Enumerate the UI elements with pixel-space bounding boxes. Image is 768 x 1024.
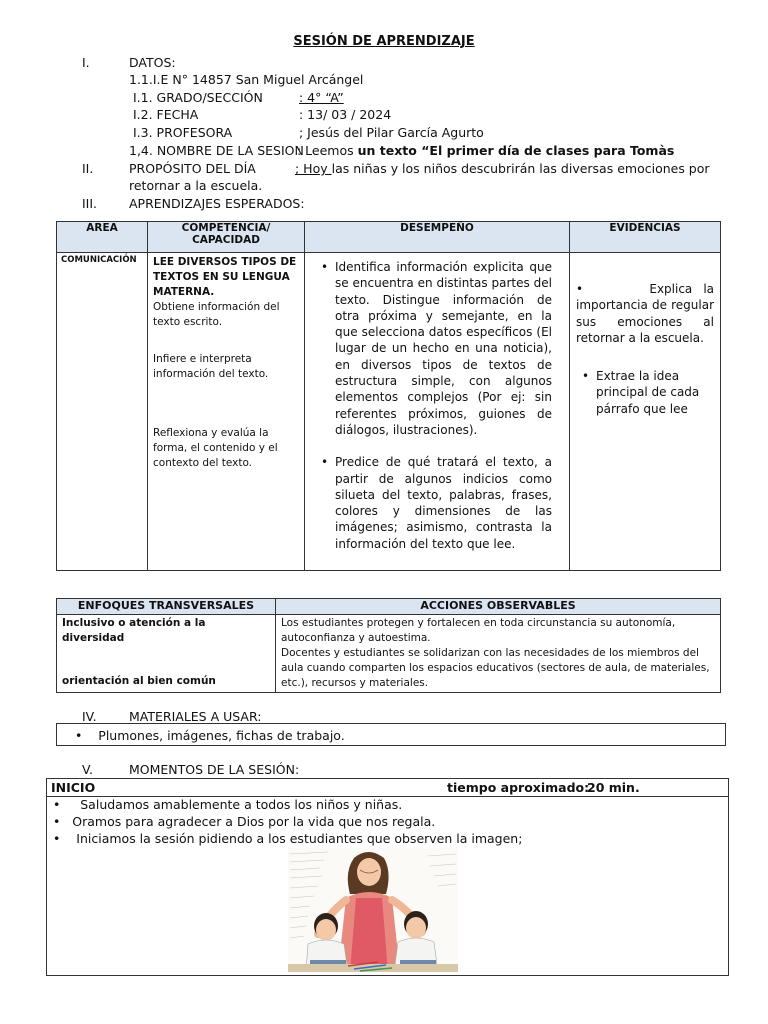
teacher-label: I.3. PROFESORA — [133, 125, 233, 140]
header-acciones: ACCIONES OBSERVABLES — [276, 599, 721, 615]
header-enfoques: ENFOQUES TRANSVERSALES — [57, 599, 276, 615]
enfoques-cell — [57, 615, 276, 693]
purpose-text-2: retornar a la escuela. — [129, 178, 263, 193]
area-cell: COMUNICACIÓN — [57, 253, 148, 571]
header-competencia: COMPETENCIA/ CAPACIDAD — [148, 222, 305, 253]
purpose-text-1: las niñas y los niños descubrirán las diversas emociones por — [331, 161, 710, 176]
inicio-header — [47, 779, 728, 797]
list-item: • Saludamos amablemente a todos los niños y niñas. — [53, 797, 403, 812]
evidencias-cell — [570, 253, 721, 571]
section-number: II. — [82, 161, 94, 176]
session-name-prefix: : Leemos — [297, 143, 358, 158]
purpose-text — [295, 161, 710, 176]
evidencia-list — [576, 368, 714, 417]
expected-learning-label: APRENDIZAJES ESPERADOS: — [129, 196, 305, 211]
page-title: SESIÓN DE APRENDIZAJE — [293, 34, 475, 49]
teacher-value: ; Jesús del Pilar García Agurto — [299, 125, 484, 140]
grade-value: : 4° “A” — [299, 90, 344, 105]
materials-item: • Plumones, imágenes, fichas de trabajo. — [75, 728, 345, 743]
section-number: III. — [82, 196, 98, 211]
desempeno-list — [335, 259, 552, 552]
tiempo-label: tiempo aproximado: — [447, 780, 590, 795]
purpose-lead: ; Hoy — [295, 161, 332, 176]
accion-item: Docentes y estudiantes se solidarizan con las necesidades de los miembros del aula cuando comparten los espacios educativos (sectores de aula, de materiales, etc.), recursos y materiales. — [281, 647, 710, 689]
evidencia-item: • Explica la importancia de regular sus emociones al retornar a la escuela. — [576, 282, 715, 345]
materials-text: Plumones, imágenes, fichas de trabajo. — [98, 728, 345, 743]
teacher-children-illustration — [288, 848, 458, 972]
inicio-label: INICIO — [51, 780, 96, 795]
date-label: I.2. FECHA — [133, 107, 199, 122]
materials-box — [56, 723, 726, 746]
enfoque-item: orientación al bien común — [62, 675, 216, 687]
list-item: • Iniciamos la sesión pidiendo a los estudiantes que observen la imagen; — [53, 831, 523, 846]
competencia-cell — [148, 253, 305, 571]
session-name-value — [297, 143, 674, 158]
acciones-cell — [276, 615, 721, 693]
desempeno-cell — [305, 253, 570, 571]
enfoques-table — [56, 598, 721, 693]
section-label: DATOS: — [129, 55, 176, 70]
header-area: AREA — [57, 222, 148, 253]
moments-label: MOMENTOS DE LA SESIÓN: — [129, 762, 300, 777]
list-item: • Identifica información explicita que se encuentra en distintas partes del texto. Distingue información de otra próxima y semejante, en la que selecciona datos específicos (El lugar de un hecho en una noticia), en diversos tipos de textos de estructura simple, con algunos elementos complejos (Por ej: sin referentes próximos, guiones de diálogos, ilustraciones). — [335, 259, 552, 438]
learning-table — [56, 221, 721, 571]
evidencia-text: Explica la importancia de regular sus emociones al retornar a la escuela. — [576, 282, 715, 345]
school-line: 1.1.I.E N° 14857 San Miguel Arcángel — [129, 72, 364, 87]
list-item: • Oramos para agradecer a Dios por la vida que nos regala. — [53, 814, 436, 829]
enfoque-item: Inclusivo o atención a la diversidad — [62, 617, 206, 644]
tiempo-value: 20 min. — [587, 780, 640, 795]
purpose-label: PROPÓSITO DEL DÍA — [129, 161, 256, 176]
moment-text: Saludamos amablemente a todos los niños y niñas. — [80, 797, 403, 812]
session-name-label: 1,4. NOMBRE DE LA SESION — [129, 143, 304, 158]
capacidad-item: Reflexiona y evalúa la forma, el contenido y el contexto del texto. — [153, 427, 278, 469]
section-number: I. — [82, 55, 90, 70]
grade-label: I.1. GRADO/SECCIÓN — [133, 90, 263, 105]
competencia-title: LEE DIVERSOS TIPOS DE TEXTOS EN SU LENGUA MATERNA. — [153, 256, 297, 298]
list-item: • Predice de qué tratará el texto, a partir de algunos indicios como silueta del texto, palabras, frases, colores y dimensiones de las imágenes; asimismo, contrasta la información del texto que lee. — [335, 454, 552, 552]
materials-label: MATERIALES A USAR: — [129, 709, 262, 724]
header-desempeno: DESEMPEÑO — [305, 222, 570, 253]
list-item: • Extrae la idea principal de cada párrafo que lee — [596, 368, 714, 417]
header-evidencias: EVIDENCIAS — [570, 222, 721, 253]
capacidad-item: Obtiene información del texto escrito. — [153, 301, 280, 328]
moment-text: Oramos para agradecer a Dios por la vida que nos regala. — [72, 814, 436, 829]
capacidad-item: Infiere e interpreta información del texto. — [153, 353, 269, 380]
moment-text: Iniciamos la sesión pidiendo a los estudiantes que observen la imagen; — [76, 831, 523, 846]
section-number: V. — [82, 762, 93, 777]
date-value: : 13/ 03 / 2024 — [299, 107, 392, 122]
session-name-bold: un texto “El primer día de clases para Tomàs — [357, 143, 675, 158]
section-number: IV. — [82, 709, 97, 724]
accion-item: Los estudiantes protegen y fortalecen en toda circunstancia su autonomía, autoconfianza y autoestima. — [281, 617, 676, 644]
